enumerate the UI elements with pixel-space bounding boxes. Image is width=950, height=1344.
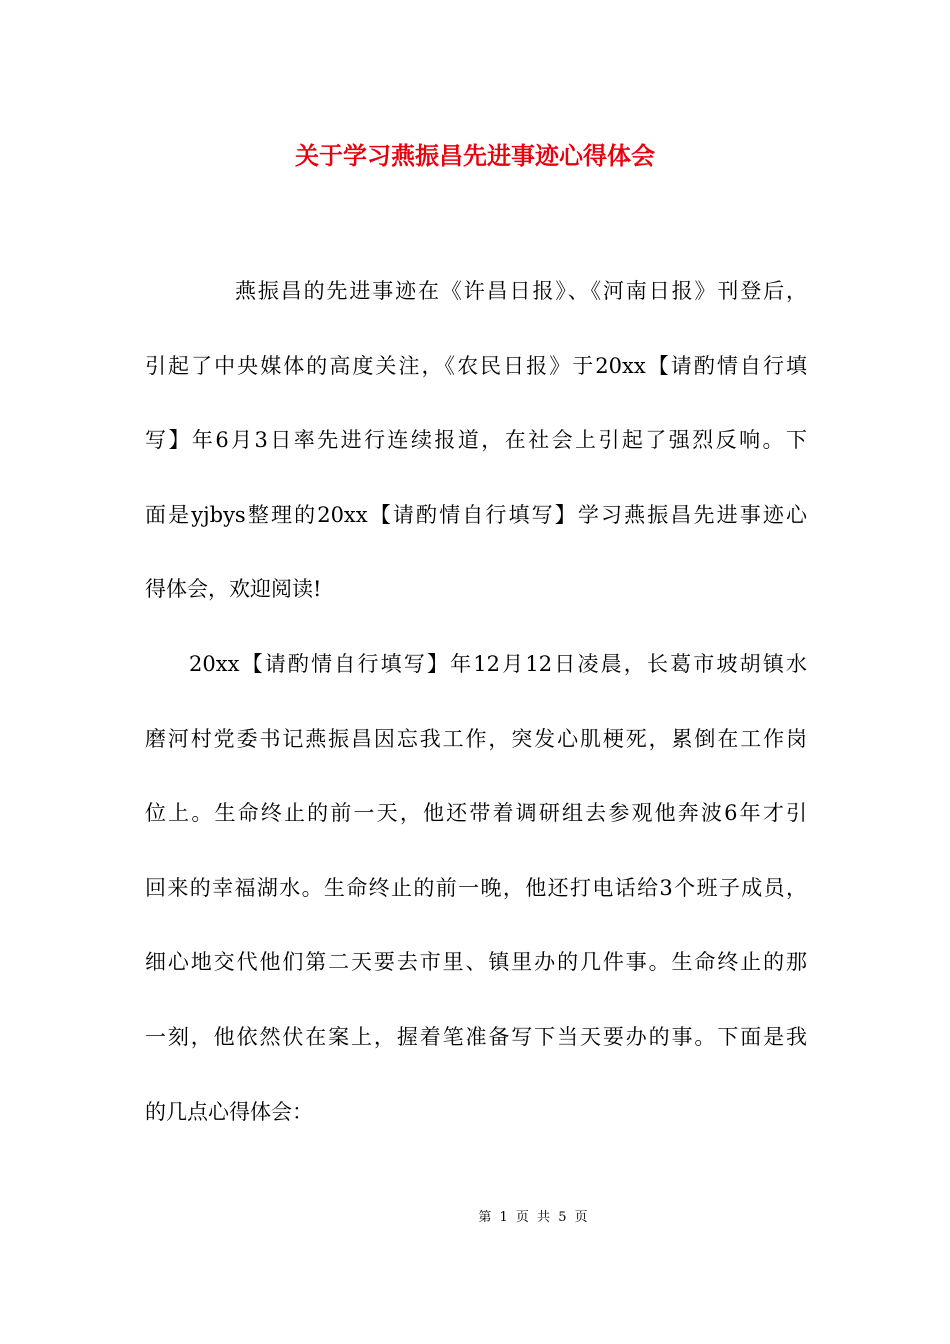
paragraph-2-line-4: 回来的幸福湖水。生命终止的前一晚，他还打电话给3个班子成员， [145, 875, 807, 900]
paragraph-2-line-2: 磨河村党委书记燕振昌因忘我工作，突发心肌梗死，累倒在工作岗 [145, 726, 807, 751]
paragraph-2-line-1: 20xx【请酌情自行填写】年12月12日凌晨，长葛市坡胡镇水 [189, 651, 807, 676]
paragraph-1-line-1: 燕振昌的先进事迹在《许昌日报》、《河南日报》刊登后， [235, 279, 807, 303]
paragraph-2-line-3: 位上。生命终止的前一天，他还带着调研组去参观他奔波6年才引 [145, 801, 807, 826]
paragraph-2-line-5: 细心地交代他们第二天要去市里、镇里办的几件事。生命终止的那 [145, 950, 807, 975]
paragraph-2-line-7: 的几点心得体会： [145, 1099, 313, 1124]
paragraph-1-line-4: 面是yjbys整理的20xx【请酌情自行填写】学习燕振昌先进事迹心 [145, 502, 807, 527]
paragraph-1-line-3: 写】年6月3日率先进行连续报道，在社会上引起了强烈反响。下 [145, 428, 807, 453]
paragraph-1-line-5: 得体会，欢迎阅读! [145, 577, 322, 602]
paragraph-2-line-6: 一刻，他依然伏在案上，握着笔准备写下当天要办的事。下面是我 [145, 1024, 807, 1049]
paragraph-1-line-2: 引起了中央媒体的高度关注，《农民日报》于20xx【请酌情自行填 [145, 353, 807, 378]
document-body [145, 276, 807, 1171]
document-title: 关于学习燕振昌先进事迹心得体会 [295, 141, 655, 170]
page-number-footer: 第 1 页 共 5 页 [478, 1210, 590, 1225]
